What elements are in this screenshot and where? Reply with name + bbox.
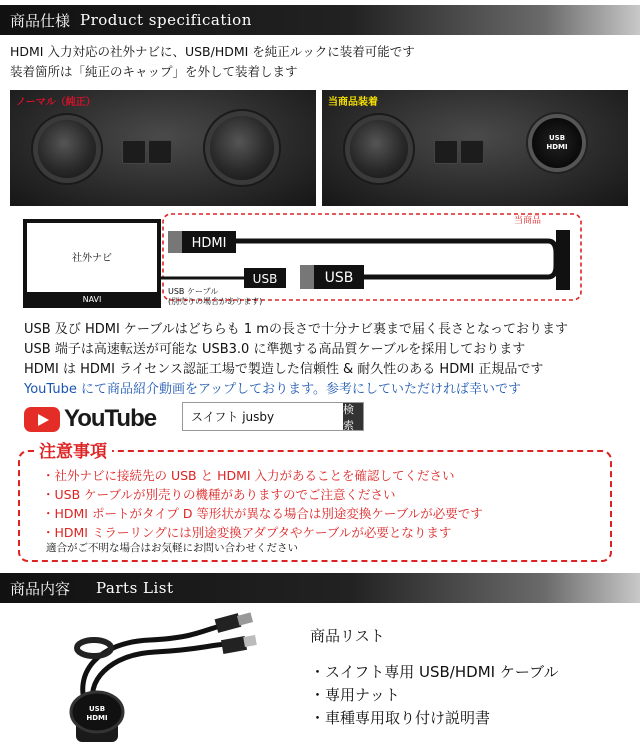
hdmi-plug-tip: [168, 231, 182, 253]
product-area-outline: [163, 214, 581, 300]
usb-label-right: USB: [324, 270, 354, 286]
parts-list-title: 商品リスト: [310, 627, 385, 645]
youtube-play-icon: [24, 407, 60, 432]
usb-cable-note-1: USB ケーブル: [168, 287, 219, 296]
parts-header-en: Parts List: [96, 579, 174, 597]
parts-item-1: ・スイフト専用 USB/HDMI ケーブル: [310, 663, 559, 681]
left-knob: [350, 120, 408, 178]
parts-header-jp: 商品内容: [10, 579, 71, 598]
product-label: 当商品: [514, 216, 542, 226]
cap-usb-text: USB: [548, 134, 566, 142]
spec-header-jp: 商品仕様: [10, 11, 71, 30]
spec-header: [0, 5, 640, 35]
switch-blank-2: [148, 140, 172, 164]
parts-item-3: ・車種専用取り付け説明書: [310, 709, 491, 727]
spec-header-en: Product specification: [80, 11, 252, 29]
notice-title: 注意事項: [34, 437, 112, 462]
youtube-search: [182, 402, 364, 431]
usb-hdmi-cap: [532, 118, 582, 168]
panel-connector: [556, 230, 570, 290]
notice-item-2: ・USB ケーブルが別売りの機種がありますのでご注意ください: [42, 487, 396, 502]
navi-label: 社外ナビ: [72, 253, 112, 264]
normal-label: ノーマル（純正）: [16, 97, 96, 108]
cable-product-image: [40, 612, 270, 749]
cable-usb-text: USB: [88, 705, 106, 713]
intro-line-2: 装着箇所は「純正のキャップ」を外して装着します: [10, 64, 298, 79]
usb-label-left: USB: [252, 272, 278, 286]
usb-plug-right-tip: [300, 265, 314, 289]
intro-line-1: HDMI 入力対応の社外ナビに、USB/HDMI を純正ルックに装着可能です: [10, 44, 415, 59]
navi-tag: NAVI: [82, 295, 102, 304]
notice-footnote: 適合がご不明な場合はお気軽にお問い合わせください: [46, 542, 298, 554]
desc-line-3: HDMI は HDMI ライセンス認証工場で製造した信頼性 & 耐久性のある HDMI 正規品です: [24, 362, 544, 377]
switch-blank-1: [122, 140, 146, 164]
notice-item-4: ・HDMI ミラーリングには別途変換アダプタやケーブルが必要となります: [42, 525, 452, 540]
cap-hdmi-text: HDMI: [546, 143, 568, 151]
desc-line-1: USB 及び HDMI ケーブルはどちらも 1 mの長さで十分ナビ裏まで届く長さとなっております: [24, 322, 568, 337]
connection-diagram: [0, 208, 640, 316]
notice-item-3: ・HDMI ポートがタイプ D 等形状が異なる場合は別途変換ケーブルが必要です: [42, 506, 483, 521]
installed-photo: [322, 90, 628, 206]
hdmi-label: HDMI: [191, 236, 227, 251]
parts-header: [0, 573, 640, 603]
cable-hdmi-text: HDMI: [86, 714, 108, 722]
youtube-search-button[interactable]: 検索: [343, 403, 363, 430]
left-knob: [38, 120, 96, 178]
notice-item-1: ・社外ナビに接続先の USB と HDMI 入力があることを確認してください: [42, 468, 455, 483]
cable-merge: [548, 241, 556, 277]
desc-line-2: USB 端子は高速転送が可能な USB3.0 に準拠する高品質ケーブルを採用しております: [24, 342, 526, 357]
normal-photo: [10, 90, 316, 206]
installed-label: 当商品装着: [328, 97, 378, 108]
youtube-logo[interactable]: [24, 405, 156, 433]
youtube-wordmark: YouTube: [64, 405, 157, 432]
switch-blank-1: [434, 140, 458, 164]
parts-item-2: ・専用ナット: [310, 686, 400, 704]
switch-blank-2: [460, 140, 484, 164]
youtube-link-text[interactable]: YouTube にて商品紹介動画をアップしております。参考にしていただければ幸いです: [24, 382, 522, 397]
right-knob: [210, 116, 274, 180]
youtube-search-input[interactable]: [183, 403, 343, 430]
usb-cable-note-2: (別売りの場合があります): [168, 297, 263, 306]
